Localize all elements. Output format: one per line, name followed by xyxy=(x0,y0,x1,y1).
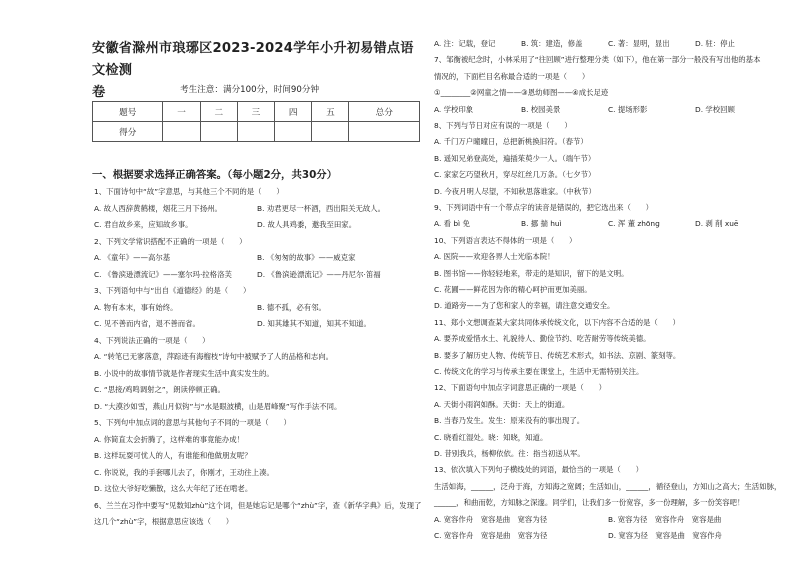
question-line: 8、下列与节日对应有误的一项是（ ） xyxy=(434,121,572,130)
answer-option[interactable]: A. 注：记载，登记 xyxy=(434,39,496,48)
answer-option[interactable]: B. 劝君更尽一杯酒，西出阳关无故人。 xyxy=(257,203,386,213)
answer-option[interactable]: A. 物有本末，事有始终。 xyxy=(94,302,178,312)
question-line: A. 天街小雨润如酥。天街：天上的街道。 xyxy=(434,399,570,409)
answer-option[interactable]: C. 宽容作舟 宽容是曲 宽容为径 xyxy=(434,531,548,540)
answer-option[interactable]: D. 《鲁滨逊漂流记》——丹尼尔·笛福 xyxy=(257,269,381,279)
score-row-label: 得分 xyxy=(93,122,163,142)
score-cell[interactable] xyxy=(237,122,274,142)
answer-option[interactable]: D. 宽容为径 宽容是曲 宽容作舟 xyxy=(608,531,722,540)
score-header-cell: 二 xyxy=(200,102,237,122)
score-cell[interactable] xyxy=(349,122,420,142)
question-line: 11、郑小文想调查某大家共同体承传统文化，以下内容不合适的是（ ） xyxy=(434,317,680,327)
answer-option[interactable]: C. 《鲁滨逊漂流记》——塞尔玛·拉格洛芙 xyxy=(94,269,232,279)
question-line: B. 当春乃发生。发生：原来没有的事出现了。 xyxy=(434,416,585,426)
answer-option[interactable]: B. 校园美景 xyxy=(521,104,561,114)
exam-title-line1: 安徽省滁州市琅琊区2023-2024学年小升初易错点语文检测 xyxy=(92,41,414,78)
score-table xyxy=(92,101,420,142)
question-line: C. 传统文化的学习与传承主要在课堂上，生活中无需特别关注。 xyxy=(434,367,644,376)
question-line: 9、下列词语中有一个带点字的读音是错误的，把它选出来（ ） xyxy=(434,203,654,212)
question-line: C. 你说说，我的手套哪儿去了，你刚才，王动往上凑。 xyxy=(94,467,274,477)
question-line: 情况的，下面栏目名称最合适的一项是（ ） xyxy=(434,71,590,81)
question-line: ______，和曲而乾，方知脉之深邃。同学们，让我们多一份宽容，多一份理解，多一份笑容吧！ xyxy=(434,498,745,508)
exam-notice: 考生注意：满分100分，时间90分钟 xyxy=(180,85,320,95)
question-line: 1、下面诗句中“故”字意思，与其他三个不同的是（ ） xyxy=(94,187,284,196)
question-line: A. “转笔已无寥落意，萍踪迹有海榴枝”诗句中被赋予了人的品格和志向。 xyxy=(94,352,334,361)
answer-option[interactable]: B. 《匆匆的故事》——威克家 xyxy=(257,253,356,262)
score-cell[interactable] xyxy=(163,122,200,142)
question-line: C. 花圃——鲜花因为你的精心呵护而更加美丽。 xyxy=(434,285,592,294)
question-line: 10、下列语言表达不得体的一项是（ ） xyxy=(434,235,577,245)
question-line: D. 今夜月明人尽望，不知秋思落谁家。（中秋节） xyxy=(434,186,596,196)
score-header-cell: 一 xyxy=(163,102,200,122)
answer-option[interactable]: B. 德不孤，必有邻。 xyxy=(257,302,326,312)
question-line: C. “思接/鸡鸣调射之”，朗读停顿正确。 xyxy=(94,385,225,394)
question-line: 5、下列句中加点词的意思与其他句子不同的一项是（ ） xyxy=(94,418,291,427)
question-line: D. 昔别我兵，杨柳依依。往：指当初送从军。 xyxy=(434,449,585,458)
answer-option[interactable]: D. 故人具鸡黍，邀我至田家。 xyxy=(257,220,357,229)
question-line: B. 这样玩耍可忧人的人，有谁能和他做朋友呢？ xyxy=(94,451,252,460)
question-line: A. 千门万户曈曈日，总把新桃换旧符。（春节） xyxy=(434,137,588,147)
question-line: 2、下列文学常识搭配不正确的一项是（ ） xyxy=(94,236,247,246)
answer-option[interactable]: C. 著：显明，显出 xyxy=(608,39,670,48)
section-heading: 一、根据要求选择正确答案。（每小题2分，共30分） xyxy=(92,169,338,181)
answer-option[interactable]: D. 剥 削 xuē xyxy=(695,219,739,229)
question-line: A. 你简直太会折腾了，这样难的事竟能办成！ xyxy=(94,434,245,444)
score-header-cell: 五 xyxy=(312,102,349,122)
question-line: A. 要养成爱惜水土、礼貌待人、勤俭节约、吃苦耐劳等传统美德。 xyxy=(434,334,651,344)
question-line: 13、依次填入下列句子横线处的词语，最恰当的一项是（ ） xyxy=(434,465,643,475)
score-cell[interactable] xyxy=(275,122,312,142)
score-cell[interactable] xyxy=(312,122,349,142)
question-line: 这几个“zhù”字，根据意思应该选（ ） xyxy=(94,517,234,526)
score-cell[interactable] xyxy=(200,122,237,142)
answer-option[interactable]: D. 驻：停止 xyxy=(695,39,735,48)
answer-option[interactable]: C. 见不善而内省，退不善而省。 xyxy=(94,319,200,328)
answer-option[interactable]: A. 宽容作舟 宽容是曲 宽容为径 xyxy=(434,514,548,524)
question-line: ①________②网童之情——③恩幼师图——④成长足迹 xyxy=(434,88,609,98)
answer-option[interactable]: B. 宽容为径 宽容作舟 宽容是曲 xyxy=(608,514,722,524)
answer-option[interactable]: D. 学校回顾 xyxy=(695,104,735,114)
question-line: 6、兰兰在习作中要写“见数知zhù”这个词，但是她忘记是哪个“zhù”字，查《新华字典》后，发现了 xyxy=(94,500,422,510)
question-line: B. 遥知兄弟登高处，遍插茱萸少一人。（端午节） xyxy=(434,153,596,163)
answer-option[interactable]: C. 君自故乡来，应知故乡事。 xyxy=(94,220,193,229)
answer-option[interactable]: A. 看 bì 免 xyxy=(434,219,470,229)
answer-option[interactable]: C. 浑 董 zhōng xyxy=(608,219,660,229)
answer-option[interactable]: A. 《童年》——高尔基 xyxy=(94,253,171,262)
question-line: D. “大漠沙如雪，燕山月似钩”与“水是眼波横，山是眉峰聚”写作手法不同。 xyxy=(94,401,342,411)
question-line: D. 道路旁——为了您和家人的幸福，请注意交通安全。 xyxy=(434,301,615,311)
answer-option[interactable]: C. 提场形影 xyxy=(608,104,648,114)
question-line: B. 小说中的故事情节就是作者现实生活中真实发生的。 xyxy=(94,368,274,378)
question-line: 12、下面语句中加点字词意思正确的一项是（ ） xyxy=(434,383,607,393)
question-line: 3、下列语句中与“出自《道德经》的是（ ） xyxy=(94,286,251,295)
question-line: A. 医院——欢迎各界人士光临本院！ xyxy=(434,252,555,262)
score-table-score-row xyxy=(93,122,420,142)
question-line: C. 晓看红湿处。晓：知晓，知道。 xyxy=(434,432,548,442)
answer-option[interactable]: D. 知其雄其不知道，知其不知道。 xyxy=(257,319,371,328)
answer-option[interactable]: B. 筑：建造，修盖 xyxy=(521,39,583,48)
question-line: B. 图书馆——你轻轻地来，带走的是知识，留下的是文明。 xyxy=(434,268,629,278)
score-table-header-row xyxy=(93,102,420,122)
question-line: D. 这位大爷好吃懒散，这么大年纪了还在啃老。 xyxy=(94,484,253,493)
answer-option[interactable]: B. 挪 揣 huì xyxy=(521,219,562,229)
answer-option[interactable]: A. 学校印象 xyxy=(434,104,474,114)
question-line: 7、邹衡被纪念时，小林采用了“往回顾”进行整理分类（如下），他在第一部分一般没有写出他的基本 xyxy=(434,55,761,65)
score-header-cell: 四 xyxy=(275,102,312,122)
score-header-cell: 总分 xyxy=(349,102,420,122)
exam-title-line2: 卷 xyxy=(92,85,106,100)
score-header-cell: 三 xyxy=(237,102,274,122)
answer-option[interactable]: A. 故人西辞黄鹤楼，烟花三月下扬州。 xyxy=(94,203,222,213)
question-line: 生活如海，______，泛舟于海，方知海之宽阔；生活如山，______，循径登山，方知山之高大；生活如脉， xyxy=(434,481,782,491)
question-line: C. 家家乞巧望秋月，穿尽红丝几万条。（七夕节） xyxy=(434,170,596,180)
score-header-cell: 题号 xyxy=(93,102,163,122)
question-line: 4、下列说法正确的一项是（ ） xyxy=(94,335,210,345)
question-line: B. 要多了解历史人物、传统节日、传统艺术形式，如书法、京剧、篆刻等。 xyxy=(434,350,681,360)
